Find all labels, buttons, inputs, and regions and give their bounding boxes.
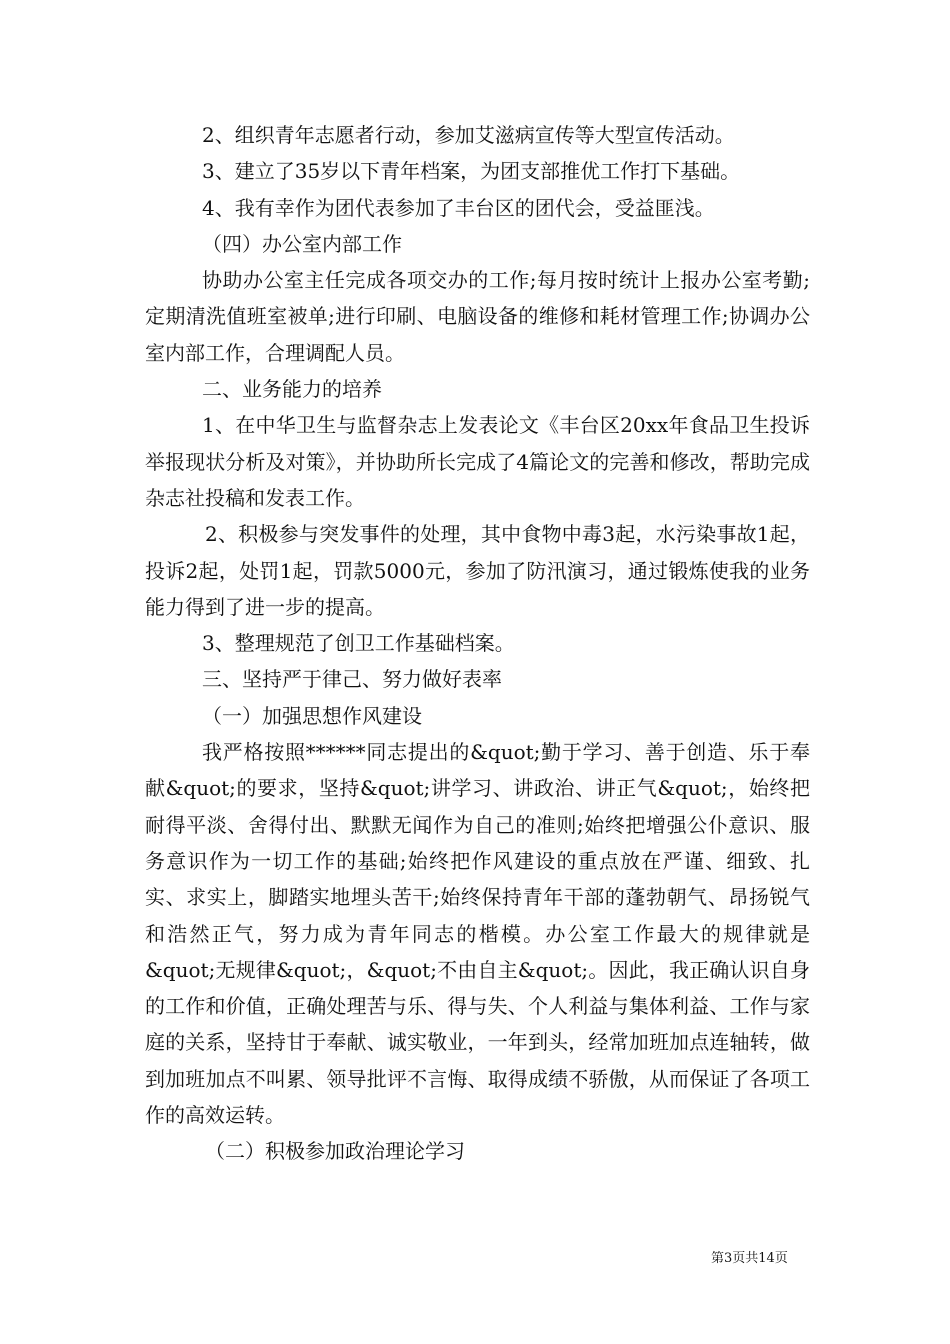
paragraph-item-2: 2、组织青年志愿者行动，参加艾滋病宣传等大型宣传活动。 bbox=[202, 123, 735, 147]
section-heading-self-discipline: 三、坚持严于律己、努力做好表率 bbox=[202, 667, 502, 692]
page-number-footer: 第3页共14页 bbox=[711, 1251, 788, 1266]
paragraph-paper-publication: 1、在中华卫生与监督杂志上发表论文《丰台区20xx年食品卫生投诉举报现状分析及对策》，并协助所长完成了4篇论文的完善和修改，帮助完成杂志社投稿和发表工作。 bbox=[145, 413, 810, 510]
section-heading-business-ability: 二、业务能力的培养 bbox=[202, 377, 382, 402]
section-heading-office-internal: （四）办公室内部工作 bbox=[202, 231, 402, 256]
paragraph-work-style: 我严格按照******同志提出的&quot;勤于学习、善于创造、乐于奉献&quot;的要求，坚持&quot;讲学习、讲政治、讲正气&quot;，始终把耐得平淡、舍得付出、默默无闻作为自己的准则;始终把增强公仆意识、服务意识作为一切工作的基础;始终把作风建设的重点放在严谨、细致、扎实、求实上，脚踏实地埋头苦干;始终保持青年干部的蓬勃朝气、昂扬锐气和浩然正气，努力成为青年同志的楷模。办公室工作最大的规律就是&quot;无规律&quot;，&quot;不由自主&quot;。因此，我正确认识自身的工作和价值，正确处理苦与乐、得与失、个人利益与集体利益、工作与家庭的关系，坚持甘于奉献、诚实敬业，一年到头，经常加班加点连轴转，做到加班加点不叫累、领导批评不言悔、取得成绩不骄傲，从而保证了各项工作的高效运转。 bbox=[145, 740, 810, 1128]
paragraph-item-4: 4、我有幸作为团代表参加了丰台区的团代会，受益匪浅。 bbox=[202, 195, 715, 220]
paragraph-item-3: 3、建立了35岁以下青年档案，为团支部推优工作打下基础。 bbox=[202, 159, 741, 184]
paragraph-office-work: 协助办公室主任完成各项交办的工作;每月按时统计上报办公室考勤;定期清洗值班室被单;进行印刷、电脑设备的维修和耗材管理工作;协调办公室内部工作，合理调配人员。 bbox=[145, 268, 810, 365]
document-body bbox=[145, 117, 810, 1170]
paragraph-emergency-handling: 2、积极参与突发事件的处理，其中食物中毒3起，水污染事故1起，投诉2起，处罚1起，罚款5000元，参加了防汛演习，通过锻炼使我的业务能力得到了进一步的提高。 bbox=[145, 522, 810, 619]
subheading-work-style: （一）加强思想作风建设 bbox=[202, 703, 422, 728]
paragraph-archives: 3、整理规范了创卫工作基础档案。 bbox=[202, 631, 515, 656]
subheading-political-study: （二）积极参加政治理论学习 bbox=[205, 1139, 465, 1164]
